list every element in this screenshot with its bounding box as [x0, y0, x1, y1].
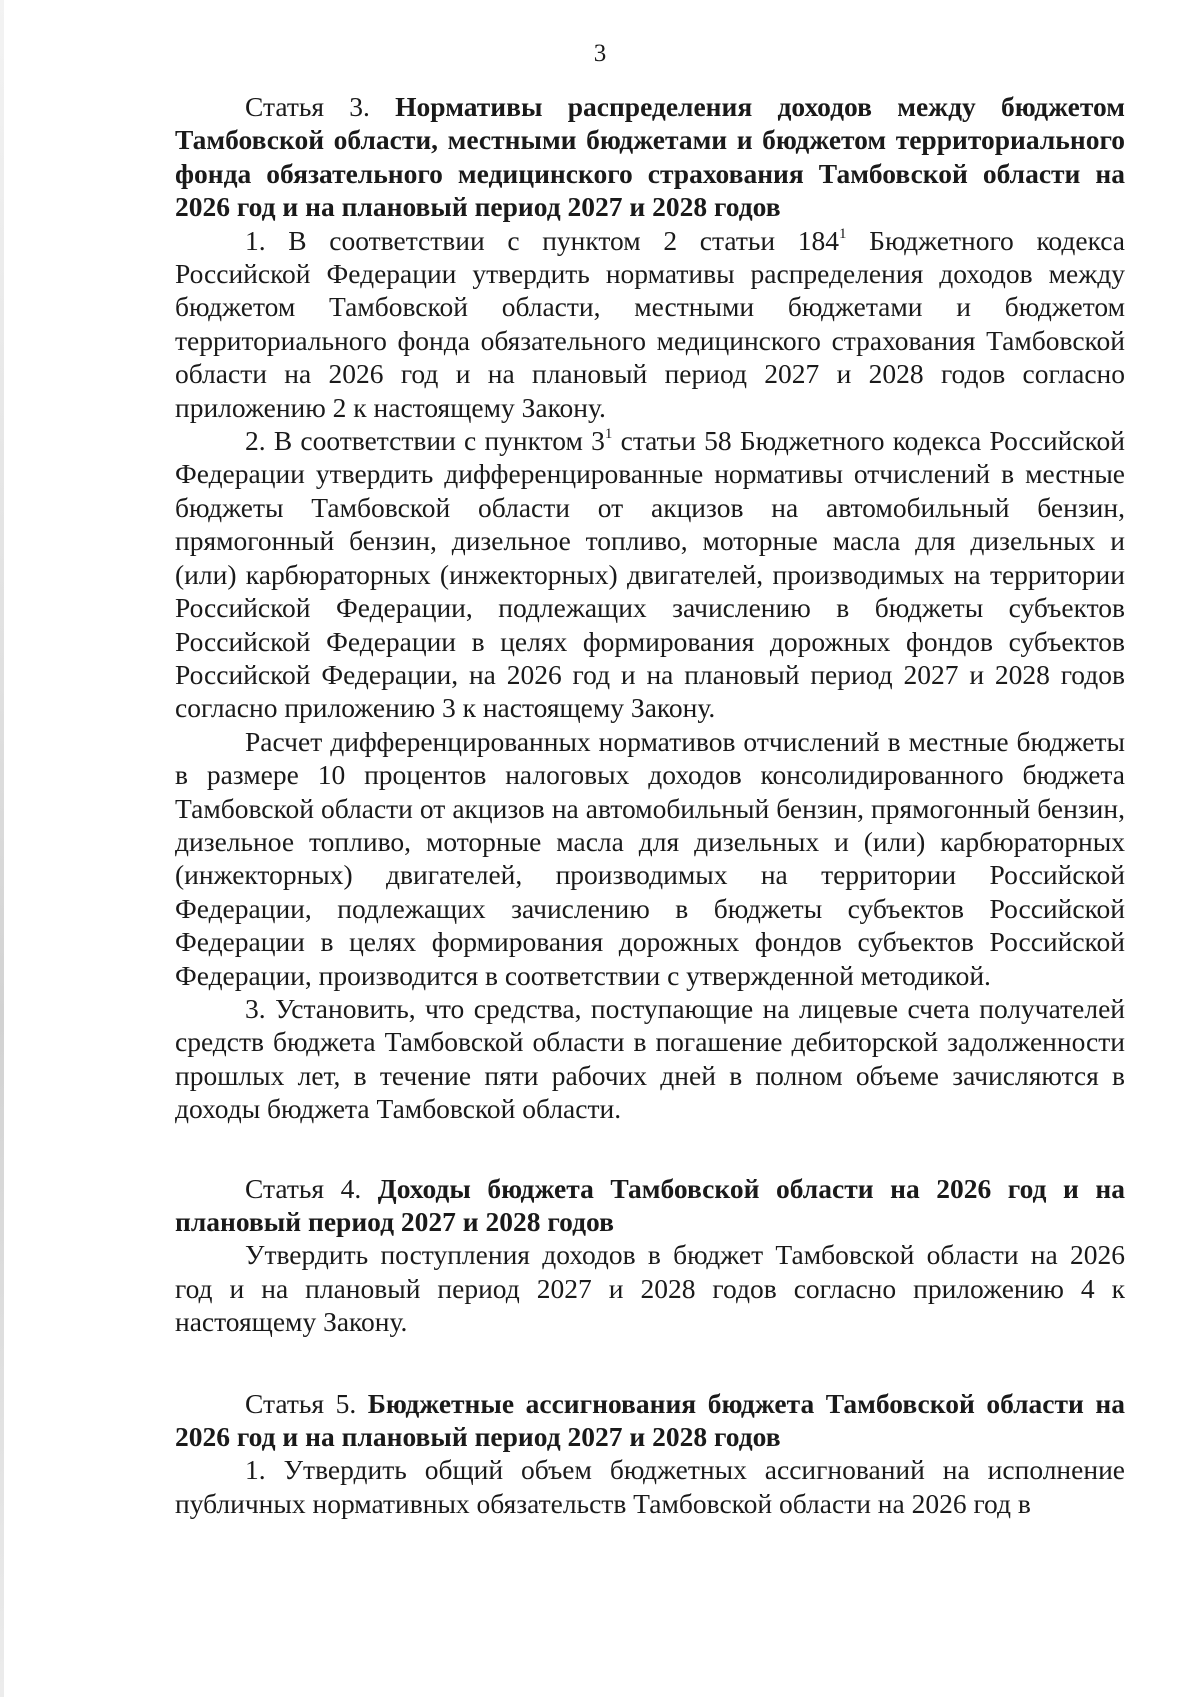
section-spacer: [175, 1339, 1125, 1387]
article-3-label: Статья 3.: [245, 91, 370, 122]
superscript: 1: [604, 426, 613, 443]
scan-edge-artifact: [0, 0, 4, 1697]
article-3-paragraph-1: 1. В соответствии с пунктом 2 статьи $184^1$ Бюджетного кодекса Российской Федерации утвердить нормативы распределения доходов между бюджетом Тамбовской области, местными бюджетами и бюджетом территориального фонда обязательного медицинского страхования Тамбовской области на 2026 год и на плановый период 2027 и 2028 годов согласно приложению 2 к настоящему Закону.: [175, 224, 1125, 423]
article-3-paragraph-4: 3. Установить, что средства, поступающие на лицевые счета получателей средств бюджета Тамбовской области в погашение дебиторской задолженности прошлых лет, в течение пяти рабочих дней в полном объеме зачисляются в доходы бюджета Тамбовской области.: [175, 992, 1125, 1125]
article-3-title: Нормативы распределения доходов между бюджетом Тамбовской области, местными бюджетами и бюджетом территориального фонда обязательного медицинского страхования Тамбовской области на 2026 год и на плановый период 2027 и 2028 годов: [175, 91, 1125, 223]
article-5-paragraph-1: 1. Утвердить общий объем бюджетных ассигнований на исполнение публичных нормативных обязательств Тамбовской области на 2026 год в: [175, 1454, 1125, 1519]
article-4-label: Статья 4.: [245, 1172, 362, 1204]
article-5-label: Статья 5.: [245, 1387, 357, 1419]
superscript: 1: [839, 225, 847, 242]
article-4-paragraph-1: Утвердить поступления доходов в бюджет Тамбовской области на 2026 год и на плановый период 2027 и 2028 годов согласно приложению 4 к настоящему Закону.: [175, 1239, 1125, 1338]
article-5-title: Бюджетные ассигнования бюджета Тамбовской области на 2026 год и на плановый период 2027 и 2028 годов: [175, 1387, 1125, 1453]
page-number: 3: [593, 40, 607, 67]
article-4-heading: [175, 1172, 1125, 1239]
article-3-heading: [175, 90, 1125, 224]
article-3-paragraph-3: Расчет дифференцированных нормативов отчислений в местные бюджеты в размере 10 процентов налоговых доходов консолидированного бюджета Тамбовской области от акцизов на автомобильный бензин, прямогонный бензин, дизельное топливо, моторные масла для дизельных и (или) карбюраторных (инжекторных) двигателей, производимых на территории Российской Федерации, подлежащих зачислению в бюджеты субъектов Российской Федерации в целях формирования дорожных фондов субъектов Российской Федерации, производится в соответствии с утвержденной методикой.: [175, 725, 1125, 991]
article-5-heading: [175, 1387, 1125, 1454]
document-body: [175, 90, 1125, 1520]
article-3-paragraph-2: 2. В соответствии с пунктом $3^1$ статьи 58 Бюджетного кодекса Российской Федерации утвердить дифференцированные нормативы отчислений в местные бюджеты Тамбовской области от акцизов на автомобильный бензин, прямогонный бензин, дизельное топливо, моторные масла для дизельных и (или) карбюраторных (инжекторных) двигателей, производимых на территории Российской Федерации, подлежащих зачислению в бюджеты субъектов Российской Федерации в целях формирования дорожных фондов субъектов Российской Федерации, на 2026 год и на плановый период 2027 и 2028 годов согласно приложению 3 к настоящему Закону.: [175, 425, 1125, 724]
article-4-title: Доходы бюджета Тамбовской области на 2026 год и на плановый период 2027 и 2028 годов: [175, 1172, 1125, 1237]
section-spacer: [175, 1126, 1125, 1172]
